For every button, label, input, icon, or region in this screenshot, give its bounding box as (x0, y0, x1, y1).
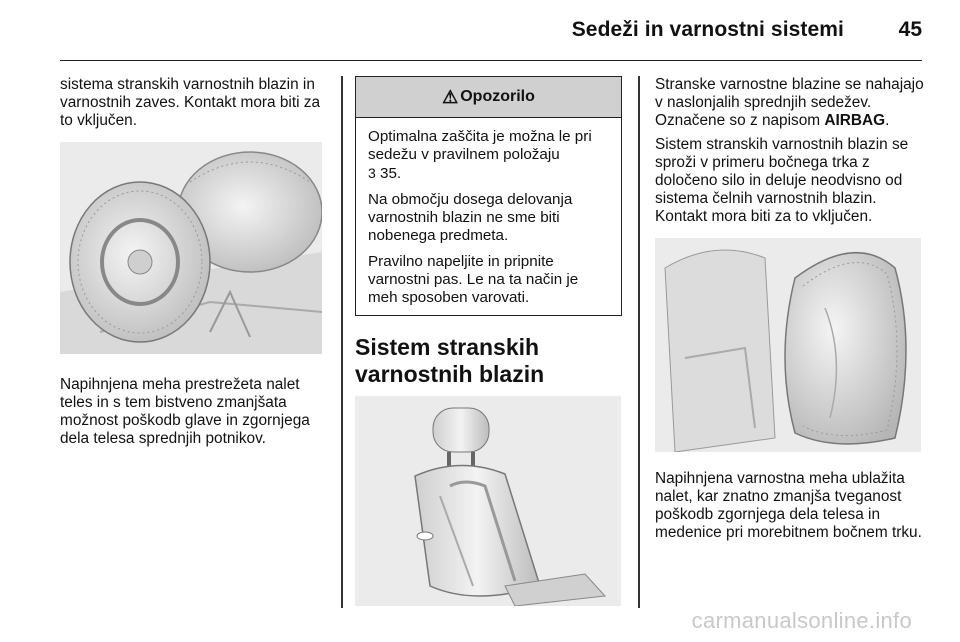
page-reference-arrow-icon: 3 (368, 165, 376, 181)
front-airbags-illustration (60, 142, 322, 354)
watermark: carmanualsonline.info (691, 608, 912, 633)
side-airbag-deployment-paragraph: Sistem stranskih varnostnih blazin se sproži v primeru bočnega trka z določeno silo in deluje neodvisno od sistema čelnih varnostnih blazin. Kontakt mora biti za to vključen. (655, 136, 909, 225)
intro-paragraph: sistema stranskih varnostnih blazin in varnostnih zaves. Kontakt mora biti za to vključen. (60, 76, 321, 129)
side-airbag-location-paragraph: Stranske varnostne blazine se nahajajo v naslonjalih sprednjih sedežev. Označene so z napisom AIRBAG. (655, 76, 924, 129)
column-middle (355, 76, 623, 606)
warning-paragraph: Na območju dosega delovanja varnostnih blazin ne sme biti nobenega predmeta. (368, 191, 573, 244)
airbag-label: AIRBAG (824, 112, 886, 129)
seat-illustration (355, 396, 621, 606)
warning-header (356, 77, 621, 118)
warning-triangle-icon: ⚠ (442, 87, 459, 107)
page-number: 45 (898, 18, 922, 41)
warning-box (355, 76, 622, 316)
chapter-title: Sedeži in varnostni sistemi (571, 18, 844, 41)
side-airbag-illustration (655, 238, 921, 452)
column-divider (638, 76, 640, 608)
warning-paragraph: Pravilno napeljite in pripnite varnostni pas. Le na ta način je meh sposoben varovati. (368, 253, 579, 306)
page-reference[interactable]: 35. (380, 165, 402, 182)
page-header (60, 0, 922, 61)
section-title: Sistem stranskih varnostnih blazin (355, 334, 545, 387)
illustration-caption: Napihnjena meha prestrežeta nalet teles in s tem bistveno zmanjšata možnost poškodb glave in zgornjega dela telesa sprednjih potnikov. (60, 376, 310, 447)
column-left (60, 76, 328, 448)
warning-title: Opozorilo (460, 88, 535, 105)
column-divider (341, 76, 343, 608)
side-airbag-caption: Napihnjena varnostna meha ublažita nalet, kar znatno zmanjša tveganost poškodb zgornjega dela telesa in medenice pri morebitnem bočnem trku. (655, 470, 922, 541)
column-right (655, 76, 925, 542)
warning-body (356, 118, 621, 315)
warning-paragraph: Optimalna zaščita je možna le pri sedežu v pravilnem položaju 3 35. (368, 128, 592, 182)
